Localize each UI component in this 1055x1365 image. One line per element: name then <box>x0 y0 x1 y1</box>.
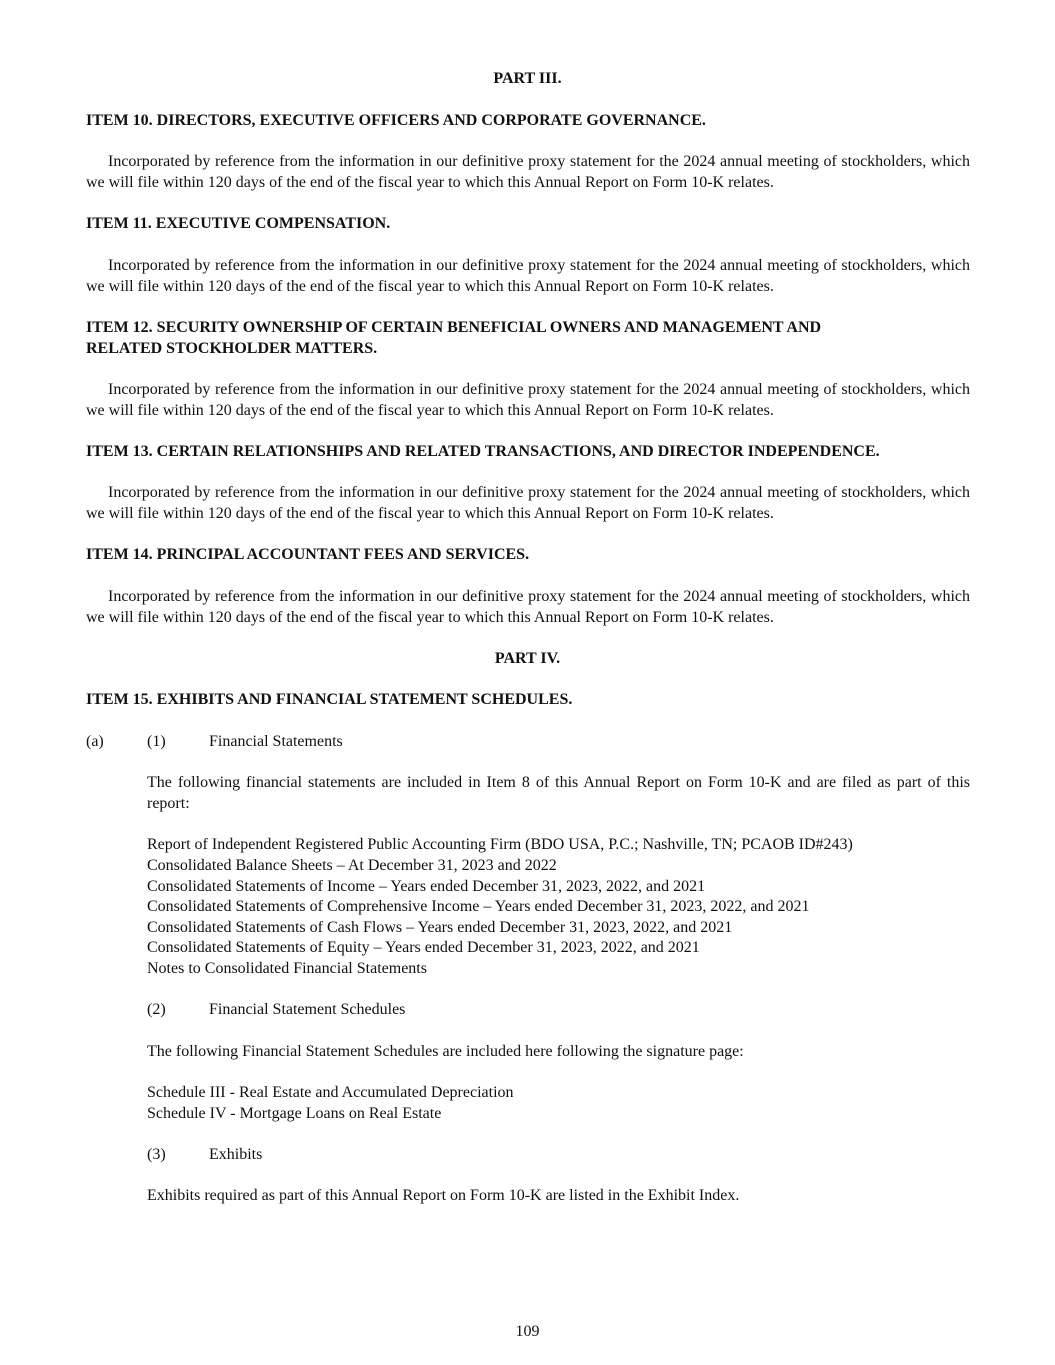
item-15-heading: ITEM 15. EXHIBITS AND FINANCIAL STATEMENT SCHEDULES. <box>86 691 573 708</box>
sub-2-intro: The following Financial Statement Schedules are included here following the signature page: <box>147 1043 744 1060</box>
part-iv-heading: PART IV. <box>494 650 561 667</box>
sub-2-title: Financial Statement Schedules <box>209 1001 406 1018</box>
item-10-heading: ITEM 10. DIRECTORS, EXECUTIVE OFFICERS AND CORPORATE GOVERNANCE. <box>86 112 706 129</box>
item-13-body: Incorporated by reference from the information in our definitive proxy statement for the 2024 annual meeting of stockholders, which we will file within 120 days of the end of the fiscal year to which this Annual Report on Form 10-K relates. <box>86 484 970 522</box>
part-iii-heading: PART III. <box>493 70 562 87</box>
list-item: Schedule III - Real Estate and Accumulated Depreciation <box>147 1084 514 1101</box>
list-item: Consolidated Balance Sheets – At December 31, 2023 and 2022 <box>147 857 557 874</box>
item-13-heading: ITEM 13. CERTAIN RELATIONSHIPS AND RELATED TRANSACTIONS, AND DIRECTOR INDEPENDENCE. <box>86 443 880 460</box>
list-item: Notes to Consolidated Financial Statements <box>147 960 427 977</box>
sub-a-label: (a) <box>86 733 104 750</box>
list-item: Consolidated Statements of Equity – Years ended December 31, 2023, 2022, and 2021 <box>147 939 700 956</box>
sub-1-title: Financial Statements <box>209 733 343 750</box>
page-number: 109 <box>515 1323 540 1340</box>
list-item: Consolidated Statements of Cash Flows – Years ended December 31, 2023, 2022, and 2021 <box>147 919 733 936</box>
sub-1-number: (1) <box>147 733 166 750</box>
item-11-heading: ITEM 11. EXECUTIVE COMPENSATION. <box>86 215 391 232</box>
list-item: Schedule IV - Mortgage Loans on Real Estate <box>147 1105 442 1122</box>
item-12-body: Incorporated by reference from the information in our definitive proxy statement for the 2024 annual meeting of stockholders, which we will file within 120 days of the end of the fiscal year to which this Annual Report on Form 10-K relates. <box>86 381 970 419</box>
list-item: Consolidated Statements of Comprehensive Income – Years ended December 31, 2023, 2022, and 2021 <box>147 898 810 915</box>
sub-3-number: (3) <box>147 1146 166 1163</box>
sub-3-text: Exhibits required as part of this Annual Report on Form 10-K are listed in the Exhibit Index. <box>147 1187 740 1204</box>
item-10-body: Incorporated by reference from the information in our definitive proxy statement for the 2024 annual meeting of stockholders, which we will file within 120 days of the end of the fiscal year to which this Annual Report on Form 10-K relates. <box>86 153 970 191</box>
item-12-heading-line2: RELATED STOCKHOLDER MATTERS. <box>86 340 378 357</box>
list-item: Report of Independent Registered Public Accounting Firm (BDO USA, P.C.; Nashville, TN; PCAOB ID#243) <box>147 836 853 853</box>
item-12-heading-line1: ITEM 12. SECURITY OWNERSHIP OF CERTAIN BENEFICIAL OWNERS AND MANAGEMENT AND <box>86 319 822 336</box>
sub-2-number: (2) <box>147 1001 166 1018</box>
sub-3-title: Exhibits <box>209 1146 263 1163</box>
item-14-heading: ITEM 14. PRINCIPAL ACCOUNTANT FEES AND SERVICES. <box>86 546 530 563</box>
sub-1-intro: The following financial statements are included in Item 8 of this Annual Report on Form 10-K and are filed as part of this report: <box>147 774 970 812</box>
item-14-body: Incorporated by reference from the information in our definitive proxy statement for the 2024 annual meeting of stockholders, which we will file within 120 days of the end of the fiscal year to which this Annual Report on Form 10-K relates. <box>86 588 970 626</box>
item-11-body: Incorporated by reference from the information in our definitive proxy statement for the 2024 annual meeting of stockholders, which we will file within 120 days of the end of the fiscal year to which this Annual Report on Form 10-K relates. <box>86 257 970 295</box>
list-item: Consolidated Statements of Income – Years ended December 31, 2023, 2022, and 2021 <box>147 878 706 895</box>
